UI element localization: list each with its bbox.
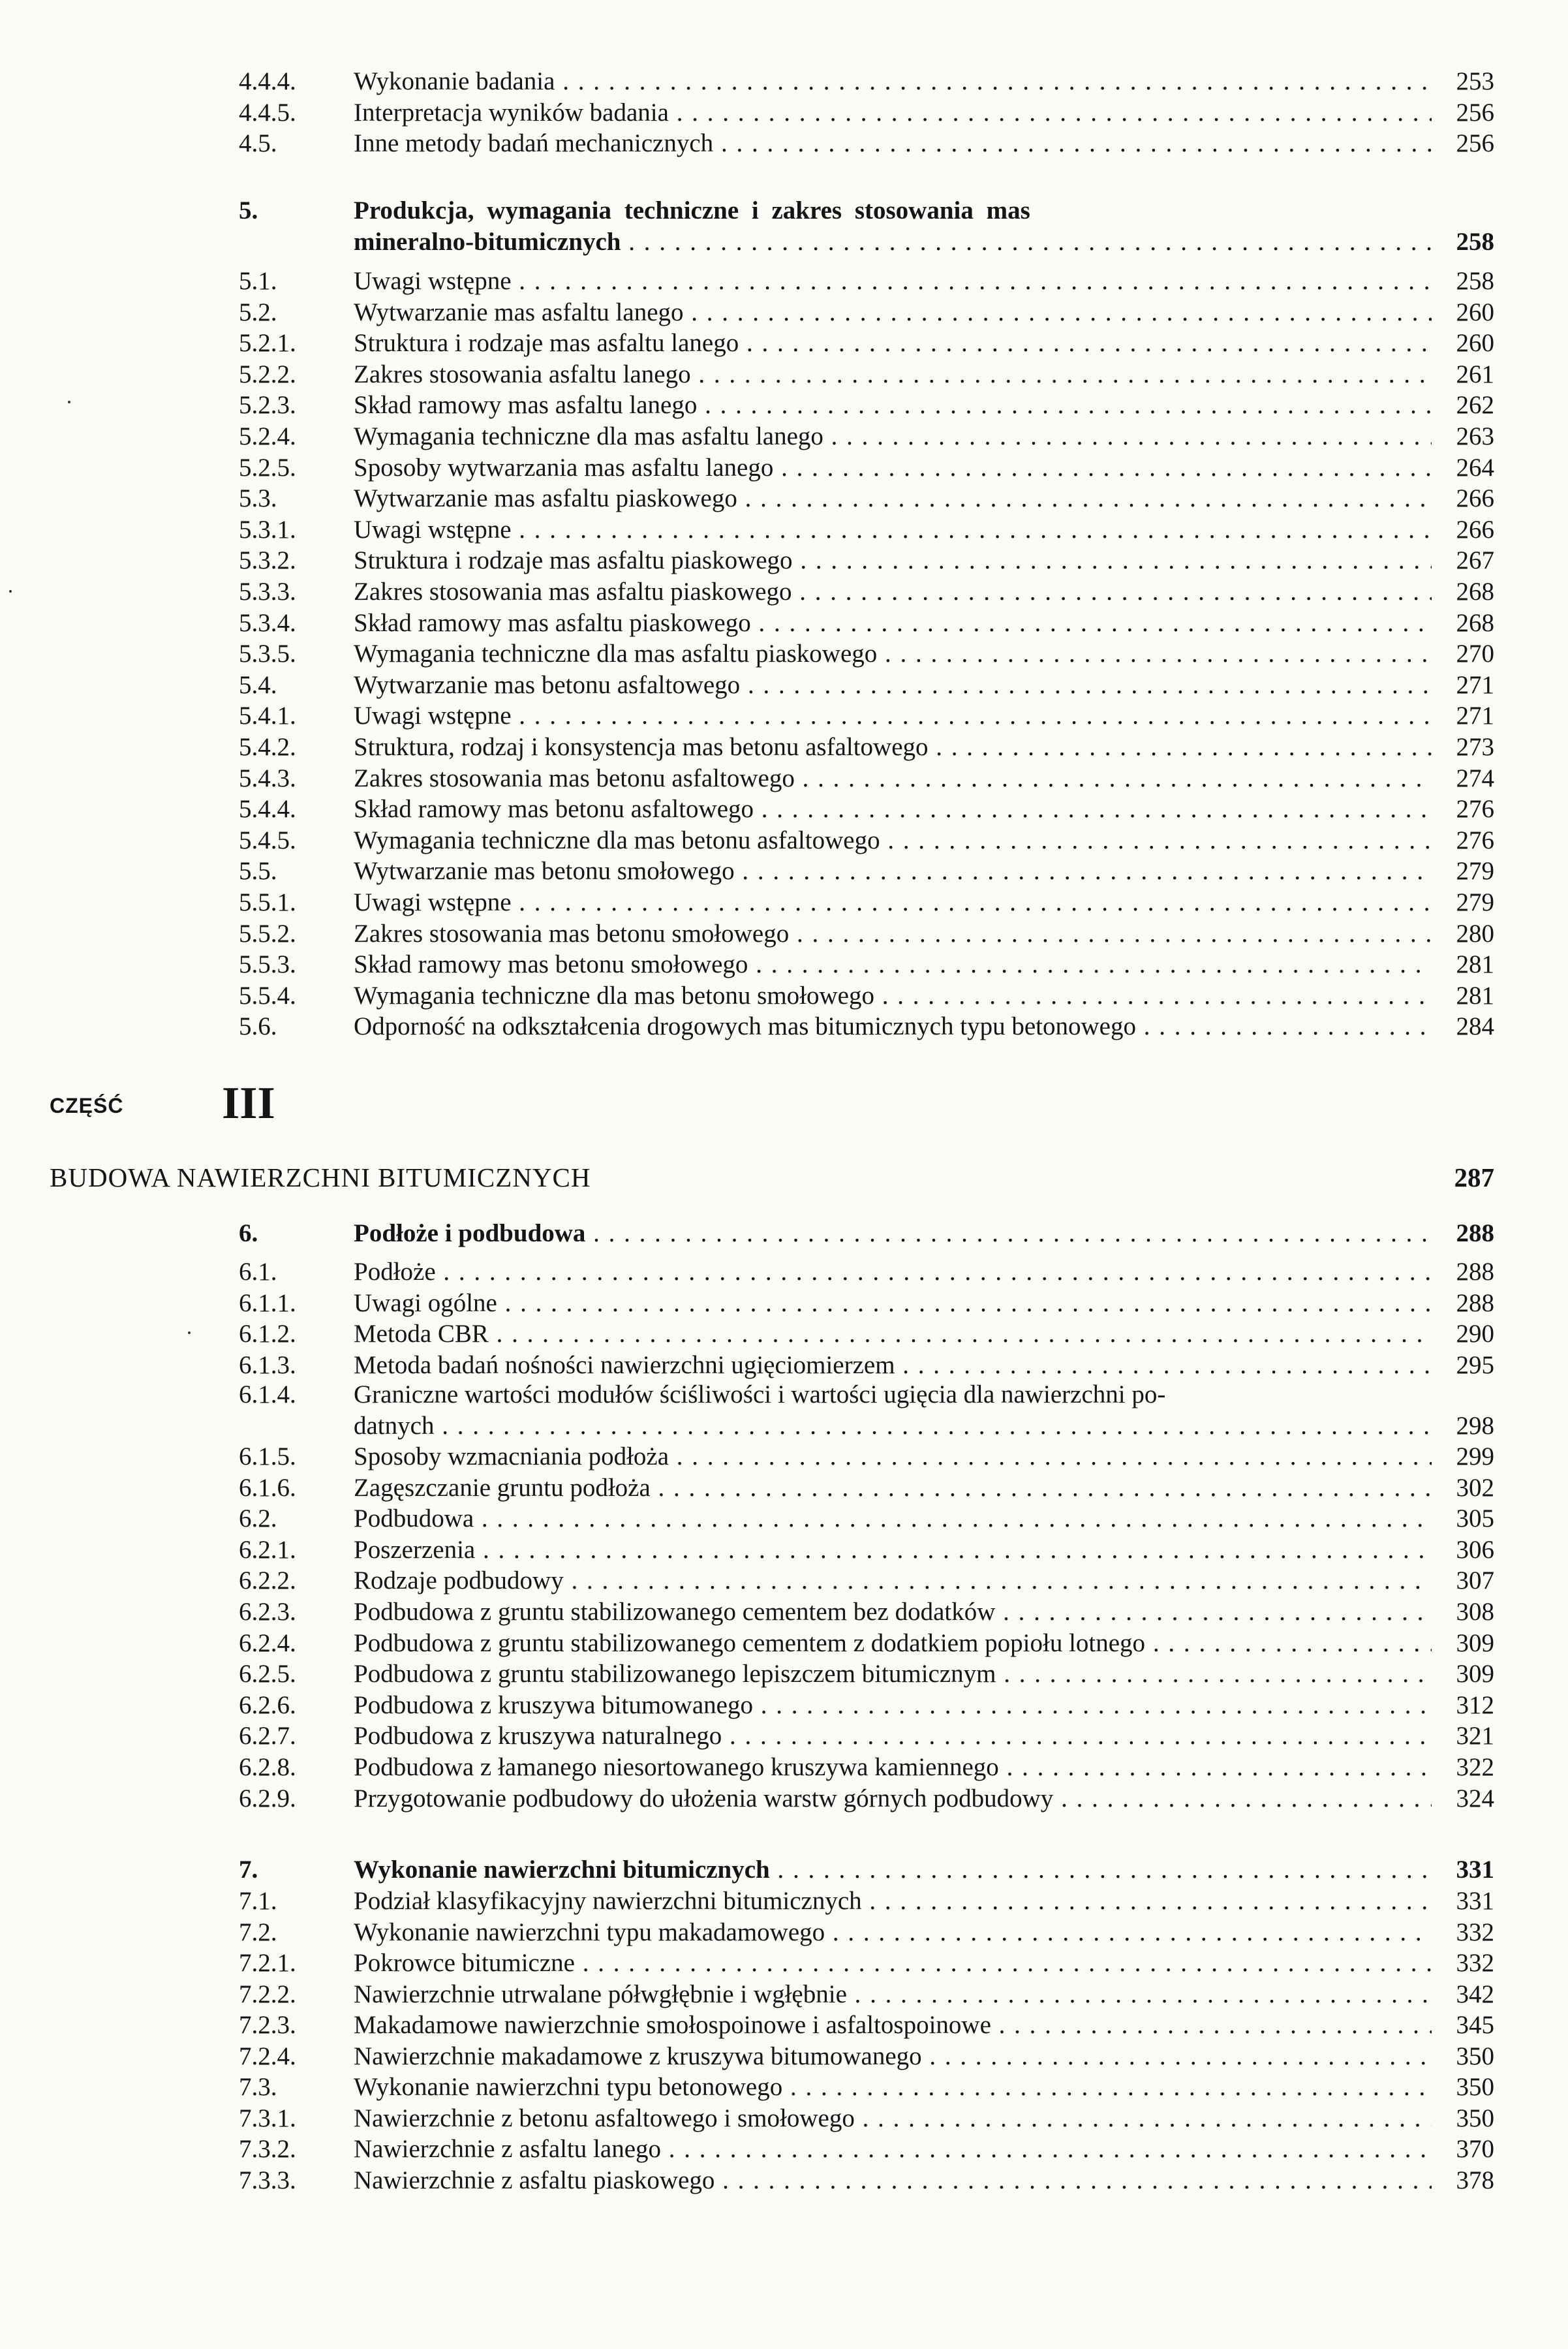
toc-chapter-7	[239, 1855, 1494, 1885]
toc-entry-number: 5.3.4.	[239, 608, 296, 637]
toc-entry-title: Podłoże i podbudowa . . .	[354, 1219, 1432, 1249]
toc-entry-page: 263	[1456, 422, 1494, 450]
toc-entry-number: 6.2.6.	[239, 1690, 296, 1719]
part-number: III	[222, 1078, 275, 1128]
toc-entry-title: Podłoże . . .	[354, 1257, 1432, 1287]
toc-entry-page: 295	[1456, 1350, 1494, 1379]
toc-entry-title: Skład ramowy mas asfaltu lanego . . .	[354, 390, 1432, 420]
toc-entry	[239, 1597, 1494, 1627]
toc-entry	[239, 98, 1494, 128]
toc-entry-number: 6.1.4.	[239, 1380, 296, 1408]
toc-entry-number: 7.1.	[239, 1887, 277, 1915]
toc-entry-page: 264	[1456, 453, 1494, 482]
toc-entry-number: 6.1.3.	[239, 1350, 296, 1379]
toc-chapter-6	[239, 1219, 1494, 1249]
toc-entry-number: 5.1.	[239, 267, 277, 295]
toc-entry-number: 6.1.6.	[239, 1473, 296, 1502]
toc-entry-title: Nawierzchnie z betonu asfaltowego i smołowego . . .	[354, 2104, 1432, 2134]
toc-entry	[239, 1659, 1494, 1689]
toc-entry-title: Nawierzchnie makadamowe z kruszywa bitumowanego . . .	[354, 2042, 1432, 2072]
toc-entry	[239, 701, 1494, 731]
toc-entry-title: Podbudowa z kruszywa bitumowanego . . .	[354, 1690, 1432, 1720]
part-label: CZĘŚĆ	[50, 1094, 124, 1117]
toc-entry-title: Interpretacja wyników badania . . .	[354, 98, 1432, 128]
toc-entry-6-1-4-line2	[239, 1411, 1494, 1441]
toc-entry-number: 5.3.2.	[239, 546, 296, 575]
toc-entry-title: Produkcja, wymagania techniczne i zakres stosowania mas	[354, 196, 1030, 225]
toc-entry	[239, 794, 1494, 824]
toc-entry-page: 258	[1456, 228, 1494, 256]
toc-entry	[239, 67, 1494, 97]
toc-entry-title: Sposoby wytwarzania mas asfaltu lanego . . .	[354, 453, 1432, 483]
toc-entry-number: 6.2.1.	[239, 1535, 296, 1564]
toc-entry-page: 276	[1456, 826, 1494, 854]
toc-entry-page: 350	[1456, 2073, 1494, 2101]
toc-entry	[239, 1980, 1494, 2010]
toc-entry-page: 256	[1456, 98, 1494, 127]
toc-entry	[239, 484, 1494, 514]
toc-entry-title: Wykonanie badania . . .	[354, 67, 1432, 97]
toc-entry-title: datnych . . .	[354, 1411, 1432, 1441]
toc-entry	[239, 1504, 1494, 1534]
toc-entry-page: 261	[1456, 360, 1494, 388]
toc-entry-number: 6.2.2.	[239, 1566, 296, 1595]
toc-entry-title: Struktura i rodzaje mas asfaltu lanego . . .	[354, 328, 1432, 358]
toc-entry-number: 7.2.3.	[239, 2011, 296, 2039]
toc-entry-page: 345	[1456, 2011, 1494, 2039]
toc-entry-page: 290	[1456, 1320, 1494, 1348]
toc-entry-page: 258	[1456, 267, 1494, 295]
toc-entry	[239, 670, 1494, 700]
toc-entry	[239, 1566, 1494, 1596]
toc-entry-number: 6.1.1.	[239, 1288, 296, 1317]
toc-entry-title: Uwagi ogólne . . .	[354, 1288, 1432, 1318]
toc-entry-title: Wytwarzanie mas betonu asfaltowego . . .	[354, 670, 1432, 700]
toc-entry-page: 268	[1456, 608, 1494, 637]
toc-entry-number: 5.3.5.	[239, 640, 296, 668]
toc-entry	[239, 266, 1494, 296]
toc-entry-page: 307	[1456, 1566, 1494, 1595]
toc-entry-number: 5.5.	[239, 857, 277, 886]
toc-entry	[239, 1721, 1494, 1751]
toc-entry-title: Struktura, rodzaj i konsystencja mas betonu asfaltowego . . .	[354, 732, 1432, 762]
toc-entry-title: Makadamowe nawierzchnie smołospoinowe i asfaltospoinowe . . .	[354, 2010, 1432, 2040]
toc-entry-number: 5.3.3.	[239, 578, 296, 606]
toc-entry-number: 6.2.8.	[239, 1753, 296, 1781]
toc-entry-title: Metoda badań nośności nawierzchni ugięciomierzem . . .	[354, 1350, 1432, 1380]
toc-entry-title: Zakres stosowania asfaltu lanego . . .	[354, 360, 1432, 390]
toc-entry	[239, 981, 1494, 1011]
toc-entry	[239, 919, 1494, 949]
toc-entry-title: Struktura i rodzaje mas asfaltu piaskowego . . .	[354, 546, 1432, 576]
toc-entry	[239, 639, 1494, 669]
toc-entry-number: 7.2.	[239, 1918, 277, 1946]
toc-entry-number: 5.4.4.	[239, 795, 296, 824]
toc-entry-title: Wymagania techniczne dla mas asfaltu lanego . . .	[354, 422, 1432, 452]
toc-entry-title: Podbudowa z gruntu stabilizowanego cementem z dodatkiem popiołu lotnego . . .	[354, 1628, 1432, 1658]
toc-entry-title: Uwagi wstępne . . .	[354, 888, 1432, 918]
toc-entry-title: Uwagi wstępne . . .	[354, 515, 1432, 545]
toc-entry-title: Wytwarzanie mas betonu smołowego . . .	[354, 856, 1432, 886]
toc-entry	[239, 1350, 1494, 1380]
toc-entry-page: 284	[1456, 1012, 1494, 1041]
toc-entry-page: 350	[1456, 2104, 1494, 2132]
toc-entry	[239, 298, 1494, 328]
toc-entry	[239, 1319, 1494, 1349]
toc-entry-page: 306	[1456, 1535, 1494, 1564]
toc-entry-title: Wymagania techniczne dla mas betonu asfaltowego . . .	[354, 826, 1432, 856]
toc-entry-number: 4.4.5.	[239, 98, 296, 127]
toc-entry-number: 5.2.2.	[239, 360, 296, 388]
toc-entry-page: 274	[1456, 764, 1494, 792]
toc-entry	[239, 888, 1494, 918]
toc-entry	[239, 1752, 1494, 1782]
toc-entry-number: 6.	[239, 1219, 258, 1247]
toc-entry-number: 6.2.5.	[239, 1660, 296, 1688]
toc-entry	[239, 2042, 1494, 2072]
toc-entry-title: Zakres stosowania mas betonu asfaltowego . . .	[354, 764, 1432, 794]
toc-entry-number: 7.	[239, 1856, 258, 1884]
toc-entry-title: Podział klasyfikacyjny nawierzchni bitumicznych . . .	[354, 1886, 1432, 1916]
toc-entry	[239, 1784, 1494, 1814]
toc-entry-title: Wykonanie nawierzchni bitumicznych . . .	[354, 1855, 1432, 1885]
toc-entry	[239, 2134, 1494, 2164]
toc-entry	[239, 1473, 1494, 1503]
toc-entry	[239, 515, 1494, 545]
toc-entry	[239, 826, 1494, 856]
toc-entry-title: Inne metody badań mechanicznych . . .	[354, 129, 1432, 159]
toc-entry	[239, 1948, 1494, 1978]
toc-entry	[239, 577, 1494, 607]
toc-entry-page: 267	[1456, 546, 1494, 575]
toc-entry-page: 281	[1456, 981, 1494, 1010]
toc-entry-number: 7.2.4.	[239, 2042, 296, 2070]
toc-entry-title: Uwagi wstępne . . .	[354, 701, 1432, 731]
toc-entry-page: 332	[1456, 1918, 1494, 1946]
toc-entry-title: Zakres stosowania mas betonu smołowego . . .	[354, 919, 1432, 949]
toc-entry	[239, 1012, 1494, 1042]
toc-entry-page: 324	[1456, 1784, 1494, 1812]
toc-entry-page: 256	[1456, 129, 1494, 158]
toc-entry-title: Podbudowa z łamanego niesortowanego kruszywa kamiennego . . .	[354, 1752, 1432, 1782]
toc-entry-title: Wymagania techniczne dla mas betonu smołowego . . .	[354, 981, 1432, 1011]
toc-entry-6-1-4-line1	[239, 1380, 1494, 1410]
toc-entry	[239, 1886, 1494, 1916]
toc-entry-number: 5.5.3.	[239, 950, 296, 979]
toc-entry-page: 271	[1456, 670, 1494, 699]
toc-entry-number: 6.2.9.	[239, 1784, 296, 1812]
toc-entry-page: 331	[1456, 1856, 1494, 1884]
toc-entry	[239, 764, 1494, 794]
toc-chapter-5-line2	[239, 227, 1494, 257]
toc-entry	[239, 1535, 1494, 1565]
toc-entry-number: 7.3.1.	[239, 2104, 296, 2132]
toc-entry-number: 4.4.4.	[239, 67, 296, 95]
toc-entry-page: 308	[1456, 1598, 1494, 1626]
toc-entry-page: 331	[1456, 1887, 1494, 1915]
toc-entry	[239, 2010, 1494, 2040]
toc-entry-number: 5.2.1.	[239, 329, 296, 358]
toc-entry-title: Wykonanie nawierzchni typu makadamowego . . .	[354, 1918, 1432, 1948]
toc-entry	[239, 1442, 1494, 1472]
toc-entry-page: 276	[1456, 795, 1494, 824]
toc-entry-number: 5.5.1.	[239, 888, 296, 916]
toc-entry-page: 281	[1456, 950, 1494, 979]
toc-entry-title: Nawierzchnie z asfaltu lanego . . .	[354, 2134, 1432, 2164]
toc-entry-title: Wykonanie nawierzchni typu betonowego . . .	[354, 2072, 1432, 2102]
scan-speck	[9, 590, 12, 593]
toc-entry-page: 312	[1456, 1690, 1494, 1719]
toc-entry-page: 305	[1456, 1504, 1494, 1533]
toc-entry-page: 260	[1456, 329, 1494, 358]
toc-entry-page: 279	[1456, 888, 1494, 916]
toc-entry-number: 7.2.2.	[239, 1980, 296, 2008]
toc-entry	[239, 360, 1494, 390]
toc-entry-page: 378	[1456, 2166, 1494, 2194]
toc-entry-title: Skład ramowy mas betonu asfaltowego . . .	[354, 794, 1432, 824]
toc-entry	[239, 1288, 1494, 1318]
toc-entry-number: 7.3.3.	[239, 2166, 296, 2194]
scan-speck	[188, 1331, 191, 1334]
toc-entry-page: 288	[1456, 1288, 1494, 1317]
toc-entry	[239, 546, 1494, 576]
toc-entry-page: 322	[1456, 1753, 1494, 1781]
part-title: BUDOWA NAWIERZCHNI BITUMICZNYCH	[50, 1162, 591, 1192]
toc-entry	[239, 1628, 1494, 1658]
toc-entry-number: 5.2.5.	[239, 453, 296, 482]
toc-entry-number: 6.2.7.	[239, 1722, 296, 1750]
toc-chapter-5-line1	[239, 196, 1494, 226]
toc-entry-page: 260	[1456, 298, 1494, 326]
toc-entry	[239, 129, 1494, 159]
toc-entry	[239, 453, 1494, 483]
toc-entry-title: mineralno-bitumicznych . . .	[354, 227, 1432, 257]
toc-entry-title: Skład ramowy mas betonu smołowego . . .	[354, 950, 1432, 980]
toc-entry-number: 5.4.5.	[239, 826, 296, 854]
part-title-row	[50, 1161, 1494, 1194]
toc-entry-title: Nawierzchnie utrwalane półwgłębnie i wgłębnie . . .	[354, 1980, 1432, 2010]
toc-entry-page: 273	[1456, 733, 1494, 761]
toc-entry-number: 5.3.	[239, 484, 277, 513]
toc-entry-number: 5.4.	[239, 670, 277, 699]
toc-entry-number: 5.2.3.	[239, 391, 296, 420]
toc-entry	[239, 1918, 1494, 1948]
toc-entry-page: 268	[1456, 578, 1494, 606]
toc-entry-number: 5.2.4.	[239, 422, 296, 450]
toc-entry	[239, 732, 1494, 762]
toc-entry-number: 5.2.	[239, 298, 277, 326]
toc-entry-title: Podbudowa z kruszywa naturalnego . . .	[354, 1721, 1432, 1751]
toc-entry-number: 6.1.5.	[239, 1442, 296, 1470]
toc-entry-page: 262	[1456, 391, 1494, 420]
toc-entry-title: Skład ramowy mas asfaltu piaskowego . . .	[354, 608, 1432, 638]
toc-entry-page: 302	[1456, 1473, 1494, 1502]
toc-entry-title: Podbudowa z gruntu stabilizowanego lepiszczem bitumicznym . . .	[354, 1659, 1432, 1689]
toc-entry-page: 279	[1456, 857, 1494, 886]
toc-entry-number: 5.5.4.	[239, 981, 296, 1010]
toc-entry-page: 321	[1456, 1722, 1494, 1750]
part-page: 287	[1454, 1162, 1494, 1192]
toc-entry-number: 5.6.	[239, 1012, 277, 1041]
toc-entry	[239, 2166, 1494, 2196]
toc-entry	[239, 422, 1494, 452]
toc-entry-number: 4.5.	[239, 129, 277, 158]
toc-entry-title: Nawierzchnie z asfaltu piaskowego . . .	[354, 2166, 1432, 2196]
toc-entry	[239, 1257, 1494, 1287]
toc-entry-page: 266	[1456, 484, 1494, 513]
toc-entry-number: 6.2.4.	[239, 1628, 296, 1657]
toc-entry-title: Przygotowanie podbudowy do ułożenia warstw górnych podbudowy . . .	[354, 1784, 1432, 1814]
toc-entry-title: Odporność na odkształcenia drogowych mas bitumicznych typu betonowego . . .	[354, 1012, 1432, 1042]
toc-entry-page: 271	[1456, 702, 1494, 730]
toc-entry	[239, 2072, 1494, 2102]
toc-entry-title: Sposoby wzmacniania podłoża . . .	[354, 1442, 1432, 1472]
toc-entry-number: 7.3.2.	[239, 2135, 296, 2163]
toc-entry	[239, 328, 1494, 358]
toc-entry	[239, 1690, 1494, 1720]
toc-entry-number: 7.3.	[239, 2073, 277, 2101]
toc-entry-number: 5.4.2.	[239, 733, 296, 761]
toc-entry	[239, 608, 1494, 638]
toc-entry-title: Poszerzenia . . .	[354, 1535, 1432, 1565]
toc-entry-page: 370	[1456, 2135, 1494, 2163]
toc-entry-number: 5.3.1.	[239, 515, 296, 544]
toc-entry-page: 298	[1456, 1412, 1494, 1440]
toc-entry	[239, 856, 1494, 886]
toc-entry-number: 6.1.	[239, 1258, 277, 1286]
toc-entry-page: 332	[1456, 1949, 1494, 1977]
toc-entry-page: 299	[1456, 1442, 1494, 1470]
toc-entry-page: 288	[1456, 1258, 1494, 1286]
toc-entry-page: 270	[1456, 640, 1494, 668]
toc-entry-title: Wytwarzanie mas asfaltu lanego . . .	[354, 298, 1432, 328]
toc-entry-page: 309	[1456, 1628, 1494, 1657]
toc-entry-page: 266	[1456, 515, 1494, 544]
toc-entry-page: 280	[1456, 919, 1494, 948]
toc-entry-title: Zagęszczanie gruntu podłoża . . .	[354, 1473, 1432, 1503]
toc-entry-page: 350	[1456, 2042, 1494, 2070]
toc-entry-number: 5.4.3.	[239, 764, 296, 792]
toc-entry-page: 288	[1456, 1219, 1494, 1247]
toc-entry-title: Podbudowa . . .	[354, 1504, 1432, 1534]
toc-entry-title: Metoda CBR . . .	[354, 1319, 1432, 1349]
toc-entry-number: 6.1.2.	[239, 1320, 296, 1348]
toc-entry-number: 5.	[239, 196, 258, 225]
toc-entry-number: 6.2.	[239, 1504, 277, 1533]
toc-entry-title: Rodzaje podbudowy . . .	[354, 1566, 1432, 1596]
scan-speck	[68, 401, 70, 403]
toc-entry-page: 342	[1456, 1980, 1494, 2008]
toc-entry-number: 5.5.2.	[239, 919, 296, 948]
toc-entry-page: 309	[1456, 1660, 1494, 1688]
toc-entry-number: 5.4.1.	[239, 702, 296, 730]
toc-entry-title: Podbudowa z gruntu stabilizowanego cementem bez dodatków . . .	[354, 1597, 1432, 1627]
toc-entry	[239, 950, 1494, 980]
toc-entry-title: Wytwarzanie mas asfaltu piaskowego . . .	[354, 484, 1432, 514]
toc-entry-number: 7.2.1.	[239, 1949, 296, 1977]
toc-entry-number: 6.2.3.	[239, 1598, 296, 1626]
toc-entry	[239, 390, 1494, 420]
toc-entry-page: 253	[1456, 67, 1494, 95]
toc-entry-title: Graniczne wartości modułów ściśliwości i wartości ugięcia dla nawierzchni po-	[354, 1380, 1166, 1408]
toc-entry-title: Wymagania techniczne dla mas asfaltu piaskowego . . .	[354, 639, 1432, 669]
toc-entry	[239, 2104, 1494, 2134]
toc-entry-title: Uwagi wstępne . . .	[354, 266, 1432, 296]
toc-entry-title: Zakres stosowania mas asfaltu piaskowego . . .	[354, 577, 1432, 607]
toc-entry-title: Pokrowce bitumiczne . . .	[354, 1948, 1432, 1978]
